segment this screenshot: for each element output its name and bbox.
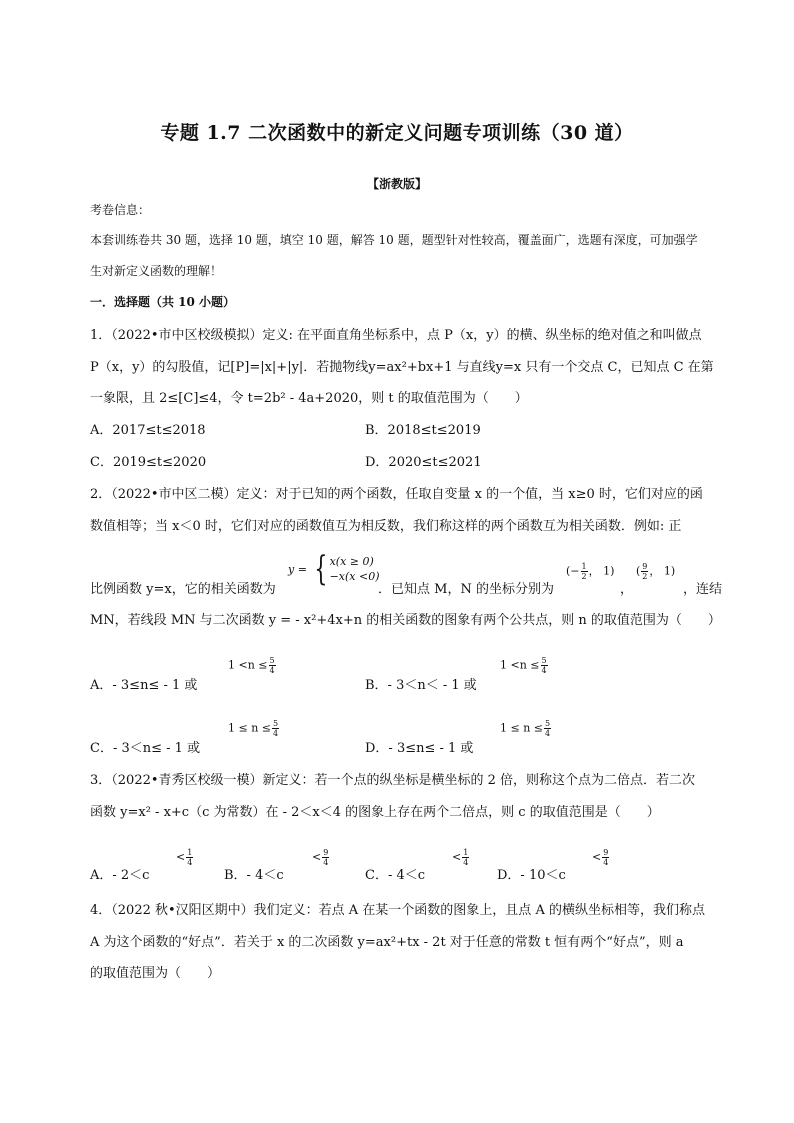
option-b-expression: 1 <n ≤ $\frac{5}{4}$: [500, 656, 547, 675]
section-heading: 一．选择题（共 10 小题）: [90, 295, 236, 309]
question-line: 的取值范围为（ ）: [90, 966, 221, 981]
question-line: A 为这个函数的“好点”．若关于 x 的二次函数 y=ax²+tx - 2t 对于任意的常数 t 恒有两个“好点”，则 a: [90, 935, 684, 950]
question-line: 一象限，且 2≤[C]≤4，令 t=2b² - 4a+2020，则 t 的取值范围为（ ）: [90, 391, 528, 406]
option-b: B．- 4＜c: [224, 868, 284, 883]
option-d: D．- 10＜c: [497, 868, 566, 883]
question-line: 4．（2022 秋•汉阳区期中）我们定义：若点 A 在某一个函数的图象上，且点 A 的横纵坐标相等，我们称点: [90, 903, 705, 918]
question-line: 比例函数 y=x，它的相关函数为: [90, 582, 276, 597]
option-b-expression: < $\frac{9}{4}$: [312, 848, 329, 867]
question-line: 数值相等；当 x＜0 时，它们对应的函数值互为相反数，我们称这样的两个函数互为相关函数．例如: 正: [90, 519, 682, 534]
info-line: 生对新定义函数的理解！: [90, 264, 223, 278]
option-b: B．2018≤t≤2019: [365, 423, 481, 438]
edition-label: 【浙教版】: [366, 177, 427, 191]
question-line: P（x，y）的勾股值，记[P]=|x|+|y|．若抛物线y=ax²+bx+1 与直线y=x 只有一个交点 C，已知点 C 在第: [90, 360, 714, 375]
option-c: C．2019≤t≤2020: [90, 455, 207, 470]
option-a: A．- 2＜c: [90, 868, 150, 883]
option-d-expression: < $\frac{9}{4}$: [592, 848, 609, 867]
option-c-expression: 1 ≤ n ≤ $\frac{5}{4}$: [228, 719, 279, 738]
separator-comma: ，: [620, 582, 634, 597]
point-n-coordinates: ( $\frac{9}{2}$ ， 1): [636, 562, 676, 581]
option-a-expression: < $\frac{1}{4}$: [176, 848, 193, 867]
question-line: 2．（2022•市中区二模）定义：对于已知的两个函数，任取自变量 x 的一个值，当 x≥0 时，它们对应的函: [90, 487, 703, 502]
question-line: ，连结: [683, 582, 723, 597]
option-c-expression: < $\frac{1}{4}$: [452, 848, 469, 867]
function-lhs: y =: [288, 562, 307, 576]
option-a: A．- 3≤n≤ - 1 或: [90, 678, 198, 693]
option-c: C．- 3＜n≤ - 1 或: [90, 741, 201, 756]
piecewise-function: [288, 549, 380, 589]
point-m-coordinates: (− $\frac{1}{2}$ ， 1): [566, 562, 615, 581]
case-line: −x(x <0): [329, 570, 380, 583]
page-title: 专题 1.7 二次函数中的新定义问题专项训练（30 道）: [160, 122, 634, 144]
question-line: 函数 y=x² - x+c（c 为常数）在 - 2＜x＜4 的图象上存在两个二倍点，则 c 的取值范围是（ ）: [90, 805, 660, 820]
question-line: MN，若线段 MN 与二次函数 y = - x²+4x+n 的相关函数的图象有两个公共点，则 n 的取值范围为（ ）: [90, 613, 721, 628]
option-b: B．- 3＜n＜ - 1 或: [365, 678, 477, 693]
option-d: D．2020≤t≤2021: [365, 455, 482, 470]
question-line: 1．（2022•市中区校级模拟）定义: 在平面直角坐标系中，点 P（x，y）的横、纵坐标的绝对值之和叫做点: [90, 328, 702, 343]
question-line: ．已知点 M，N 的坐标分别为: [378, 582, 554, 597]
question-line: 3．（2022•青秀区校级一模）新定义：若一个点的纵坐标是横坐标的 2 倍，则称这个点为二倍点．若二次: [90, 773, 696, 788]
case-line: x(x ≥ 0): [329, 555, 374, 568]
option-c: C．- 4＜c: [365, 868, 426, 883]
info-label: 考卷信息：: [90, 203, 151, 217]
option-d: D．- 3≤n≤ - 1 或: [365, 741, 474, 756]
brace-symbol: {: [314, 549, 328, 589]
function-cases: [330, 554, 380, 584]
option-d-expression: 1 ≤ n ≤ $\frac{5}{4}$: [500, 719, 551, 738]
option-a: A．2017≤t≤2018: [90, 423, 206, 438]
info-line: 本套训练卷共 30 题，选择 10 题，填空 10 题，解答 10 题，题型针对性较高，覆盖面广，选题有深度，可加强学: [90, 233, 698, 247]
option-a-expression: 1 <n ≤ $\frac{5}{4}$: [228, 656, 275, 675]
